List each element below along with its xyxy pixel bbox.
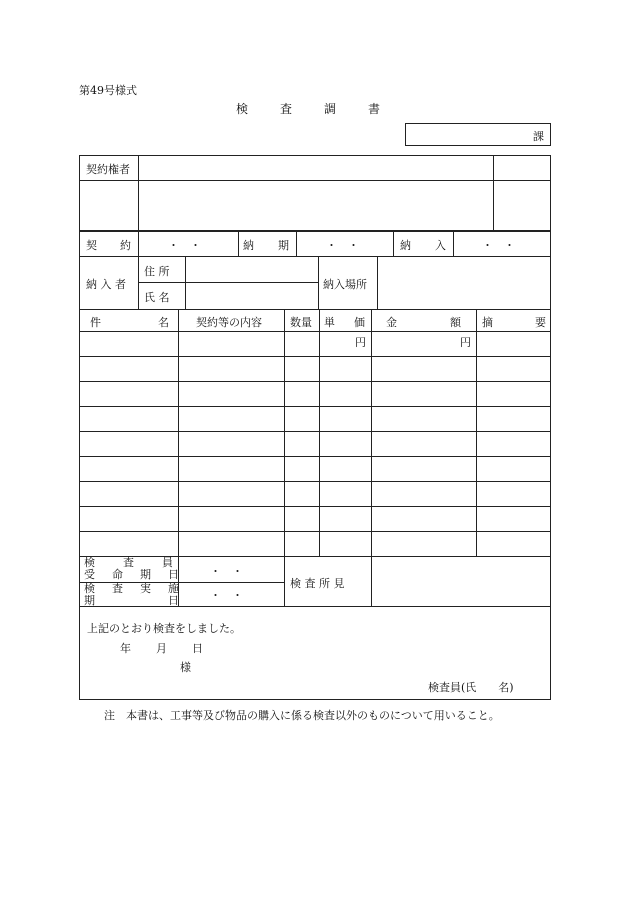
impl-date-dots[interactable]: ・ ・ bbox=[210, 589, 243, 602]
ka-label: 課 bbox=[533, 130, 544, 143]
grid-line bbox=[185, 256, 186, 309]
grid-line bbox=[80, 331, 550, 332]
grid-line bbox=[80, 531, 550, 532]
header-content: 契約等の内容 bbox=[196, 316, 262, 329]
char: 査 bbox=[123, 556, 134, 569]
date-year: 年 bbox=[120, 642, 131, 655]
char: 受 bbox=[84, 568, 95, 581]
appoint-row2 bbox=[84, 569, 179, 580]
char: 員 bbox=[162, 556, 173, 569]
statement: 上記のとおり検査をしました。 bbox=[87, 622, 241, 635]
contract-owner-label: 契約権者 bbox=[86, 163, 130, 176]
department-box[interactable] bbox=[405, 123, 551, 146]
grid-line bbox=[80, 431, 550, 432]
grid-line bbox=[80, 381, 550, 382]
title-char: 書 bbox=[368, 102, 381, 116]
title-char: 査 bbox=[280, 102, 293, 116]
grid-line bbox=[138, 256, 139, 309]
char: 期 bbox=[140, 568, 151, 581]
grid-line bbox=[80, 481, 550, 482]
inspection-opinion-label: 検 査 所 見 bbox=[290, 577, 345, 590]
contract-date-dots[interactable]: ・ ・ bbox=[168, 239, 201, 252]
grid-line bbox=[138, 230, 139, 256]
keiyaku-char: 約 bbox=[120, 239, 131, 252]
keiyaku-char: 契 bbox=[86, 239, 97, 252]
header-remarks-char: 要 bbox=[535, 316, 546, 329]
appoint-date-dots[interactable]: ・ ・ bbox=[210, 565, 243, 578]
grid-line bbox=[138, 282, 318, 283]
grid-line bbox=[80, 356, 550, 357]
delivery-deadline-dots[interactable]: ・ ・ bbox=[326, 239, 359, 252]
impl-row1 bbox=[84, 583, 179, 594]
grid-line bbox=[80, 606, 550, 607]
title-char: 調 bbox=[324, 102, 337, 116]
grid-line bbox=[284, 309, 285, 606]
delivery-date-dots[interactable]: ・ ・ bbox=[482, 239, 515, 252]
form-number: 第49号様式 bbox=[79, 84, 137, 97]
char: 日 bbox=[168, 594, 179, 607]
inspection-form bbox=[79, 155, 551, 700]
amount-yen: 円 bbox=[460, 336, 471, 349]
supplier-label: 納 入 者 bbox=[86, 278, 126, 291]
grid-line bbox=[80, 256, 550, 257]
grid-line bbox=[318, 256, 319, 309]
header-unit-price-char: 単 bbox=[324, 316, 335, 329]
char: 日 bbox=[168, 568, 179, 581]
footnote: 注 本書は、工事等及び物品の購入に係る検査以外のものについて用いること。 bbox=[104, 709, 500, 722]
char: 期 bbox=[84, 594, 95, 607]
appoint-row1 bbox=[84, 557, 173, 568]
nouki-char: 納 bbox=[243, 239, 254, 252]
document-title bbox=[236, 100, 380, 117]
grid-line bbox=[493, 156, 494, 230]
name-label: 氏 名 bbox=[144, 291, 170, 304]
grid-line bbox=[80, 506, 550, 507]
grid-line bbox=[371, 309, 372, 606]
header-remarks-char: 摘 bbox=[482, 316, 493, 329]
address-label: 住 所 bbox=[144, 265, 170, 278]
char: 検 bbox=[84, 582, 95, 595]
grid-line bbox=[476, 309, 477, 556]
char: 施 bbox=[168, 582, 179, 595]
header-name-char: 名 bbox=[158, 316, 169, 329]
char: 命 bbox=[112, 568, 123, 581]
grid-line bbox=[80, 456, 550, 457]
char: 検 bbox=[84, 556, 95, 569]
grid-line bbox=[453, 230, 454, 256]
grid-line bbox=[138, 156, 139, 230]
grid-line bbox=[178, 309, 179, 556]
nounyu-char: 納 bbox=[400, 239, 411, 252]
grid-line bbox=[319, 309, 320, 556]
grid-line bbox=[377, 256, 378, 309]
delivery-place-label: 納入場所 bbox=[323, 278, 367, 291]
date-month: 月 bbox=[156, 642, 167, 655]
char: 査 bbox=[112, 582, 123, 595]
grid-line bbox=[80, 406, 550, 407]
nounyu-char: 入 bbox=[435, 239, 446, 252]
header-amount-char: 金 bbox=[386, 316, 397, 329]
grid-line bbox=[393, 230, 394, 256]
title-char: 検 bbox=[236, 102, 249, 116]
unit-price-yen: 円 bbox=[355, 336, 366, 349]
header-name-char: 件 bbox=[90, 316, 101, 329]
grid-line bbox=[80, 309, 550, 310]
header-unit-price-char: 価 bbox=[354, 316, 365, 329]
grid-line bbox=[238, 230, 239, 256]
addressee-sama: 様 bbox=[180, 661, 191, 674]
grid-line bbox=[80, 230, 550, 232]
date-day: 日 bbox=[192, 642, 203, 655]
grid-line bbox=[80, 180, 550, 181]
inspector-signature[interactable]: 検査員(氏 名) bbox=[428, 681, 514, 694]
impl-row2 bbox=[84, 595, 179, 606]
nouki-char: 期 bbox=[278, 239, 289, 252]
grid-line bbox=[296, 230, 297, 256]
header-qty: 数量 bbox=[290, 316, 312, 329]
header-amount-char: 額 bbox=[450, 316, 461, 329]
char: 実 bbox=[140, 582, 151, 595]
